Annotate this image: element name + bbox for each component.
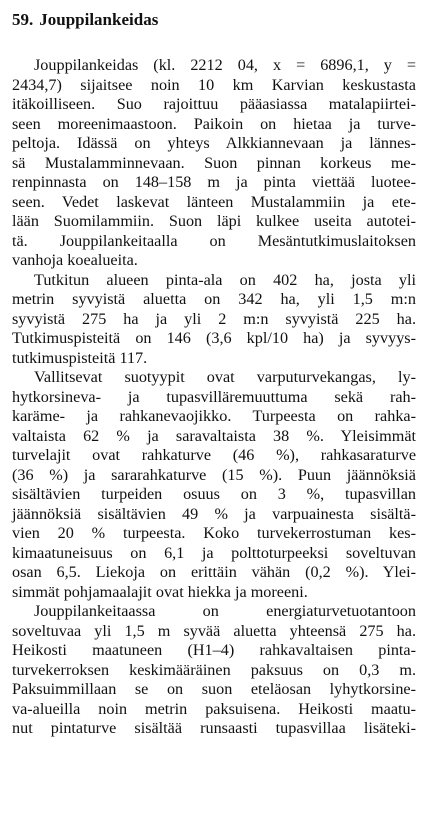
text-line: renpinnasta on 148–158 m ja pinta viettää luotee-	[12, 173, 416, 191]
paragraph	[12, 368, 416, 602]
text-line: nut pintaturve sisältää runsaasti tupasvillaa lisäteki-	[12, 719, 416, 737]
section-number: 59.	[12, 10, 34, 29]
text-line: 2434,7) sijaitsee noin 10 km Karvian keskustasta	[12, 75, 416, 94]
text-line: peltoja. Idässä on yhteys Alkkiannevaan ja lännes-	[12, 134, 416, 152]
text-line: tä. Jouppilankeitaalla on Mesäntutkimuslaitoksen	[12, 231, 416, 250]
text-line: turvelajit ovat rahkaturve (46 %), rahkasaraturve	[12, 446, 416, 464]
text-line: simmät pohjamaalajit ovat hiekka ja moreeni.	[12, 582, 308, 601]
text-line: seen moreenimaastoon. Paikoin on hietaa ja turve-	[12, 114, 416, 133]
paragraph	[12, 602, 416, 739]
text-line: tutkimuspisteitä 117.	[12, 348, 148, 367]
text-line: karäme- ja rahkanevaojikko. Turpeesta on rahka-	[12, 407, 416, 425]
body-text	[12, 56, 416, 739]
text-line: seen. Vedet laskevat länteen Mustalammiin ja ete-	[12, 192, 416, 211]
text-line: Tutkimuspisteitä on 146 (3,6 kpl/10 ha) ja syvyys-	[12, 329, 416, 347]
text-line: Jouppilankeidas (kl. 2212 04, x = 6896,1, y =	[34, 56, 416, 74]
text-line: vanhoja koealueita.	[12, 251, 138, 269]
text-line: itäkoilliseen. Suo rajoittuu pääasiassa matalapiirtei-	[12, 95, 416, 113]
text-line: (36 %) ja sararahkaturve (15 %). Puun jäännöksiä	[12, 465, 416, 484]
text-line: hytkorsineva- ja tupasvilläremuuttuma sekä rah-	[12, 387, 416, 406]
text-line: metrin syvyistä aluetta on 342 ha, yli 1,5 m:n	[12, 290, 416, 308]
section-heading	[12, 10, 416, 30]
text-line: osan 6,5. Liekoja on erittäin vähän (0,2 %). Ylei-	[12, 563, 416, 581]
text-line: soveltuvaa yli 1,5 m syvää aluetta yhteensä 275 ha.	[12, 621, 416, 640]
text-line: sisältävien turpeiden osuus on 3 %, tupasvillan	[12, 485, 416, 503]
text-line: jäännöksiä sisältävien 49 % ja varpuainesta sisältä-	[12, 504, 416, 523]
text-line: Tutkitun alueen pinta-ala on 402 ha, josta yli	[34, 270, 416, 289]
text-line: valtaista 62 % ja saravaltaista 38 %. Yleisimmät	[12, 426, 416, 445]
text-line: lään Suomilammiin. Suon läpi kulkee useita autotei-	[12, 212, 416, 230]
text-line: turvekerroksen keskimääräinen paksuus on 0,3 m.	[12, 660, 416, 679]
text-line: kimaatuneisuus on 6,1 ja polttoturpeeksi soveltuvan	[12, 543, 416, 562]
text-line: sä Mustalamminnevaan. Suon pinnan korkeus me-	[12, 153, 416, 172]
document-page	[12, 10, 416, 739]
paragraph	[12, 271, 416, 369]
text-line: vien 20 % turpeesta. Koko turvekerrostuman kes-	[12, 524, 416, 542]
text-line: va-alueilla noin metrin paksuisena. Heikosti maatu-	[12, 699, 416, 718]
text-line: Heikosti maatuneen (H1–4) rahkavaltaisen pinta-	[12, 641, 416, 659]
paragraph	[12, 56, 416, 271]
text-line: Jouppilankeitaassa on energiaturvetuotantoon	[34, 602, 416, 620]
text-line: Vallitsevat suotyypit ovat varputurvekangas, ly-	[34, 368, 416, 386]
section-title: Jouppilankeidas	[39, 10, 159, 29]
text-line: syvyistä 275 ha ja yli 2 m:n syvyistä 225 ha.	[12, 309, 416, 328]
text-line: Paksuimmillaan se on suon eteläosan lyhytkorsine-	[12, 680, 416, 698]
